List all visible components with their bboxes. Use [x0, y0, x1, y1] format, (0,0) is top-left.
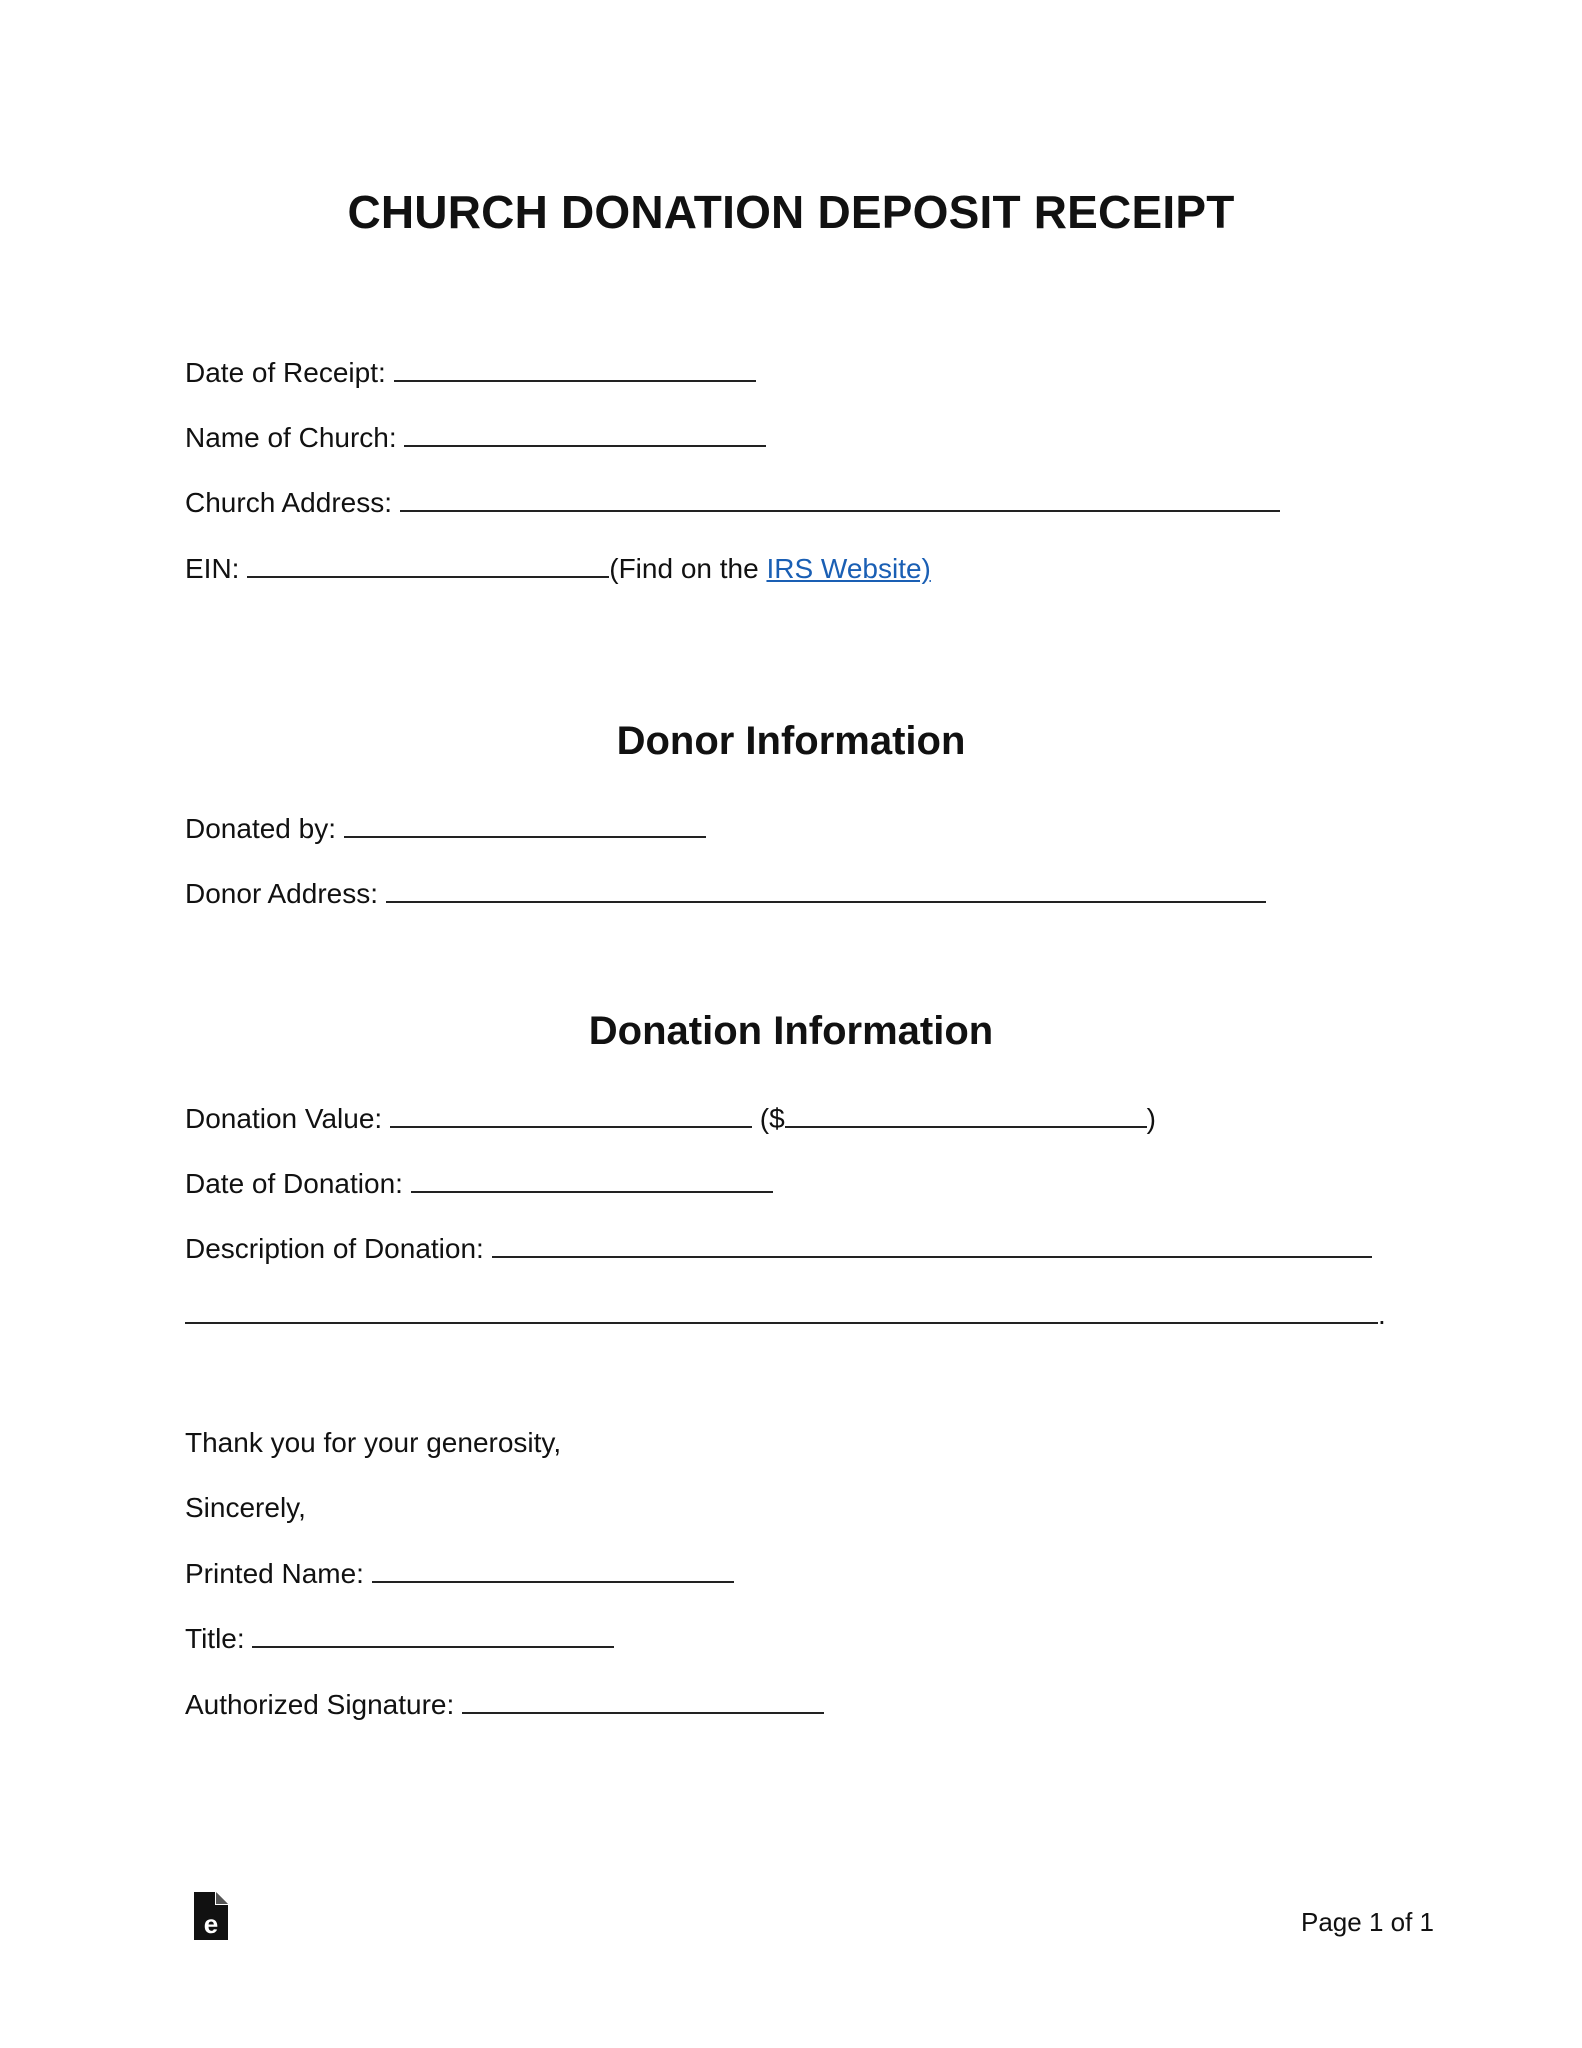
thank-you-text: Thank you for your generosity, [185, 1427, 562, 1458]
printed-name-label: Printed Name: [185, 1558, 364, 1589]
title-field[interactable] [252, 1620, 614, 1648]
donation-value-amount-field[interactable] [785, 1100, 1147, 1128]
donor-address-row [185, 875, 1266, 912]
donation-value-words-field[interactable] [390, 1100, 752, 1128]
donated-by-row [185, 810, 706, 847]
donation-information-heading: Donation Information [588, 1009, 994, 1053]
donor-address-label: Donor Address: [185, 878, 378, 909]
authorized-signature-field[interactable] [462, 1686, 824, 1714]
date-of-donation-row [185, 1165, 773, 1202]
donor-address-field[interactable] [386, 875, 1266, 903]
description-of-donation-label: Description of Donation: [185, 1233, 484, 1264]
description-of-donation-row [185, 1230, 1372, 1267]
ein-row [185, 550, 931, 587]
donation-value-row [185, 1100, 1156, 1137]
date-of-receipt-row [185, 354, 756, 391]
date-of-receipt-label: Date of Receipt: [185, 357, 386, 388]
title-label: Title: [185, 1623, 245, 1654]
description-continuation-field[interactable] [185, 1296, 1378, 1324]
donated-by-label: Donated by: [185, 813, 336, 844]
description-end-period: . [1378, 1299, 1386, 1330]
description-continuation-row [185, 1296, 1386, 1333]
church-address-row [185, 484, 1280, 521]
authorized-signature-row [185, 1686, 824, 1723]
name-of-church-row [185, 419, 766, 456]
authorized-signature-label: Authorized Signature: [185, 1689, 455, 1720]
ein-hint-text: (Find on the [609, 553, 767, 584]
date-of-donation-field[interactable] [411, 1165, 773, 1193]
church-address-field[interactable] [400, 484, 1280, 512]
donation-value-label: Donation Value: [185, 1103, 383, 1134]
title-row [185, 1620, 614, 1657]
document-title: CHURCH DONATION DEPOSIT RECEIPT [347, 186, 1235, 238]
sincerely-text: Sincerely, [185, 1492, 306, 1523]
date-of-receipt-field[interactable] [394, 354, 756, 382]
irs-website-link[interactable]: IRS Website) [766, 553, 931, 584]
donation-value-paren-close: ) [1146, 1103, 1156, 1134]
svg-text:e: e [203, 1909, 219, 1939]
donation-value-paren-open: ($ [759, 1103, 785, 1134]
eforms-logo-icon [192, 1890, 230, 1942]
name-of-church-label: Name of Church: [185, 422, 397, 453]
donated-by-field[interactable] [344, 810, 706, 838]
donor-information-heading: Donor Information [616, 719, 966, 763]
printed-name-field[interactable] [372, 1555, 734, 1583]
name-of-church-field[interactable] [404, 419, 766, 447]
church-address-label: Church Address: [185, 487, 392, 518]
ein-field[interactable] [247, 550, 609, 578]
date-of-donation-label: Date of Donation: [185, 1168, 403, 1199]
description-of-donation-field[interactable] [492, 1230, 1372, 1258]
ein-label: EIN: [185, 553, 240, 584]
page-number: Page 1 of 1 [1301, 1907, 1434, 1937]
printed-name-row [185, 1555, 734, 1592]
